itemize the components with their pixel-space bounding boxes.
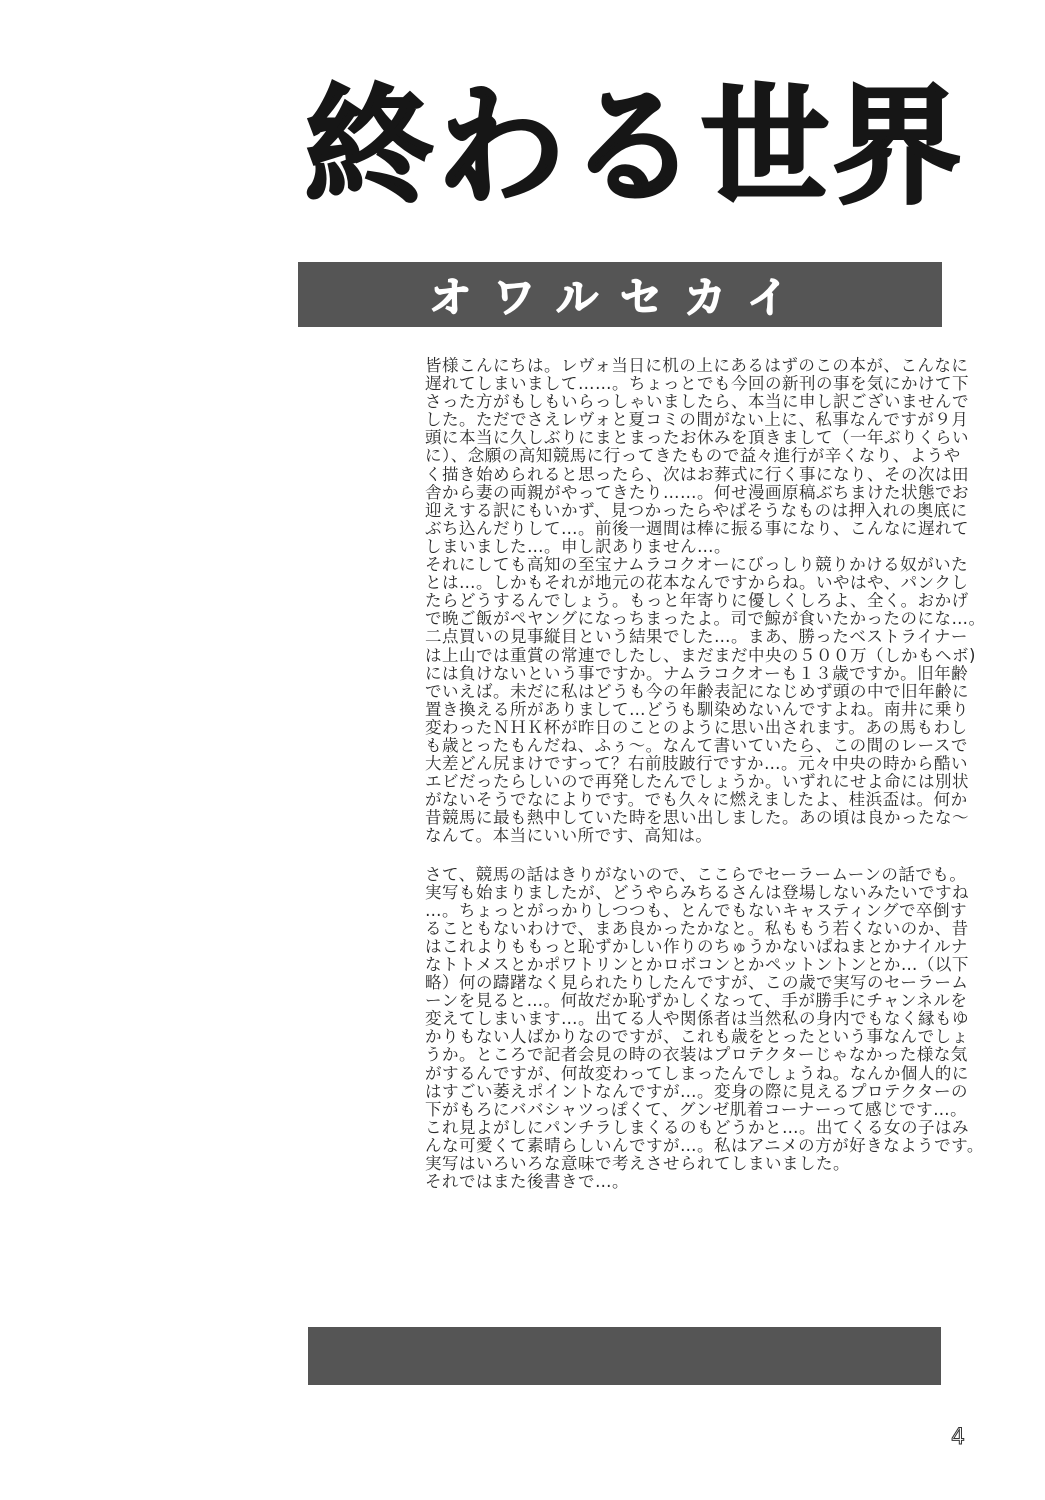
article-body bbox=[425, 356, 986, 1192]
text-line: 置き換える所がありまして…どうも馴染めないんですよね。南井に乗り bbox=[425, 699, 969, 719]
text-line: さった方がもしもいらっしゃいましたら、本当に申し訳ございませんで bbox=[425, 392, 969, 412]
subtitle-banner bbox=[298, 262, 942, 327]
text-line: 略）何の躊躇なく見られたりしたんですが、この歳で実写のセーラーム bbox=[425, 973, 969, 993]
text-line: 頭に本当に久しぶりにまとまったお休みを頂きまして（一年ぶりくらい bbox=[425, 428, 969, 448]
text-line: で晩ご飯がペヤングになっちまったよ。司で鯨が食いたかったのにな…。 bbox=[425, 609, 986, 629]
text-line: なトトメスとかポワトリンとかロボコンとかペットントンとか…（以下 bbox=[425, 955, 969, 974]
text-line: たらどうするんでしょう。もっと年寄りに優しくしろよ、全く。おかげ bbox=[425, 591, 969, 611]
footer-bar bbox=[308, 1327, 941, 1385]
text-line: 下がもろにババシャツっぽくて、グンゼ肌着コーナーって感じです…。 bbox=[425, 1099, 968, 1119]
text-line: でいえば。未だに私はどうも今の年齢表記になじめず頭の中で旧年齢に bbox=[425, 681, 969, 701]
text-line: がないそうでなによりです。でも久々に燃えましたよ、桂浜盃は。何か bbox=[425, 790, 968, 810]
text-line: さて、競馬の話はきりがないので、ここらでセーラームーンの話でも。 bbox=[425, 864, 967, 884]
text-line: とは…。しかもそれが地元の花本なんですからね。いやはや、パンクし bbox=[425, 573, 969, 593]
text-line: うか。ところで記者会見の時の衣装はプロテクターじゃなかった様な気 bbox=[425, 1045, 968, 1065]
text-line: には負けないという事ですか。ナムラコクオーも１３歳ですか。旧年齢 bbox=[425, 663, 969, 683]
text-line: 変わったＮＨＫ杯が昨日のことのように思い出されます。あの馬もわし bbox=[425, 717, 968, 737]
text-line: は上山では重賞の常連でしたし、まだまだ中央の５００万（しかもヘボ) bbox=[425, 645, 976, 665]
paragraph-1 bbox=[425, 356, 986, 846]
text-line: ぶち込んだりして…。前後一週間は棒に振る事になり、こんなに遅れて bbox=[425, 518, 969, 538]
text-line: しまいました…。申し訳ありません…。 bbox=[425, 536, 731, 556]
text-line: に）、念願の高知競馬に行ってきたもので益々進行が辛くなり、ようや bbox=[425, 446, 961, 466]
text-line: 変えてしまいます…。出てる人や関係者は当然私の身内でもなく縁もゆ bbox=[425, 1009, 969, 1029]
text-line: 舎から妻の両親がやってきたり……。何せ漫画原稿ぶちまけた状態でお bbox=[425, 482, 969, 502]
page-number: 4 bbox=[951, 1425, 965, 1450]
text-line: 迎えする訳にもいかず、見つかったらやばそうなものは押入れの奥底に bbox=[425, 500, 968, 520]
text-line: それにしても高知の至宝ナムラコクオーにびっしり競りかける奴がいた bbox=[425, 555, 969, 575]
text-line: 昔競馬に最も熱中していた時を思い出しました。あの頃は良かったな～ bbox=[425, 808, 969, 828]
text-line: はこれよりももっと恥ずかしい作りのちゅうかないぱねまとかナイルナ bbox=[425, 936, 968, 956]
text-line: 二点買いの見事縦目という結果でした…。まあ、勝ったベストライナー bbox=[425, 627, 968, 647]
text-line: がするんですが、何故変わってしまったんでしょうね。なんか個人的に bbox=[425, 1063, 969, 1083]
text-line: はすごい萎えポイントなんですが…。変身の際に見えるプロテクターの bbox=[425, 1081, 969, 1101]
text-line: それではまた後書きで…。 bbox=[425, 1172, 629, 1192]
text-line: エビだったらしいので再発したんでしょうか。いずれにせよ命には別状 bbox=[425, 772, 969, 792]
text-line: も歳とったもんだね、ふぅ～。なんて書いていたら、この間のレースで bbox=[425, 735, 968, 755]
text-line: かりもない人ばかりなのですが、これも歳をとったという事なんでしょ bbox=[425, 1027, 969, 1047]
text-line: …。ちょっとがっかりしつつも、とんでもないキャスティングで卒倒す bbox=[425, 900, 968, 920]
page-title: 終わる世界 bbox=[305, 73, 966, 222]
text-line: んな可愛くて素晴らしいんですが…。私はアニメの方が好きなようです。 bbox=[425, 1135, 984, 1155]
paragraph-2 bbox=[425, 864, 984, 1192]
text-line: 皆様こんにちは。レヴォ当日に机の上にあるはずのこの本が、こんなに bbox=[425, 356, 969, 375]
subtitle: オワルセカイ bbox=[429, 272, 811, 322]
text-line: く描き始められると思ったら、次はお葬式に行く事になり、その次は田 bbox=[425, 464, 969, 484]
text-line: ることもないわけで、まあ良かったかなと。私ももう若くないのか、昔 bbox=[425, 918, 969, 938]
text-line: ーンを見ると…。何故だか恥ずかしくなって、手が勝手にチャンネルを bbox=[425, 991, 968, 1011]
text-line: 大差どん尻まけですって？右前肢跛行ですか…。元々中央の時から酷い bbox=[425, 754, 969, 774]
text-line: 実写も始まりましたが、どうやらみちるさんは登場しないみたいですね bbox=[425, 882, 969, 902]
text-line: なんて。本当にいい所です、高知は。 bbox=[425, 826, 713, 846]
text-line: した。ただでさえレヴォと夏コミの間がない上に、私事なんですが９月 bbox=[425, 410, 969, 430]
paragraph-gap bbox=[425, 846, 965, 866]
text-line: 遅れてしまいまして……。ちょっとでも今回の新刊の事を気にかけて下 bbox=[425, 374, 969, 394]
text-line: これ見よがしにパンチラしまくるのもどうかと…。出てくる女の子はみ bbox=[425, 1117, 969, 1137]
text-line: 実写はいろいろな意味で考えさせられてしまいました。 bbox=[425, 1154, 850, 1174]
